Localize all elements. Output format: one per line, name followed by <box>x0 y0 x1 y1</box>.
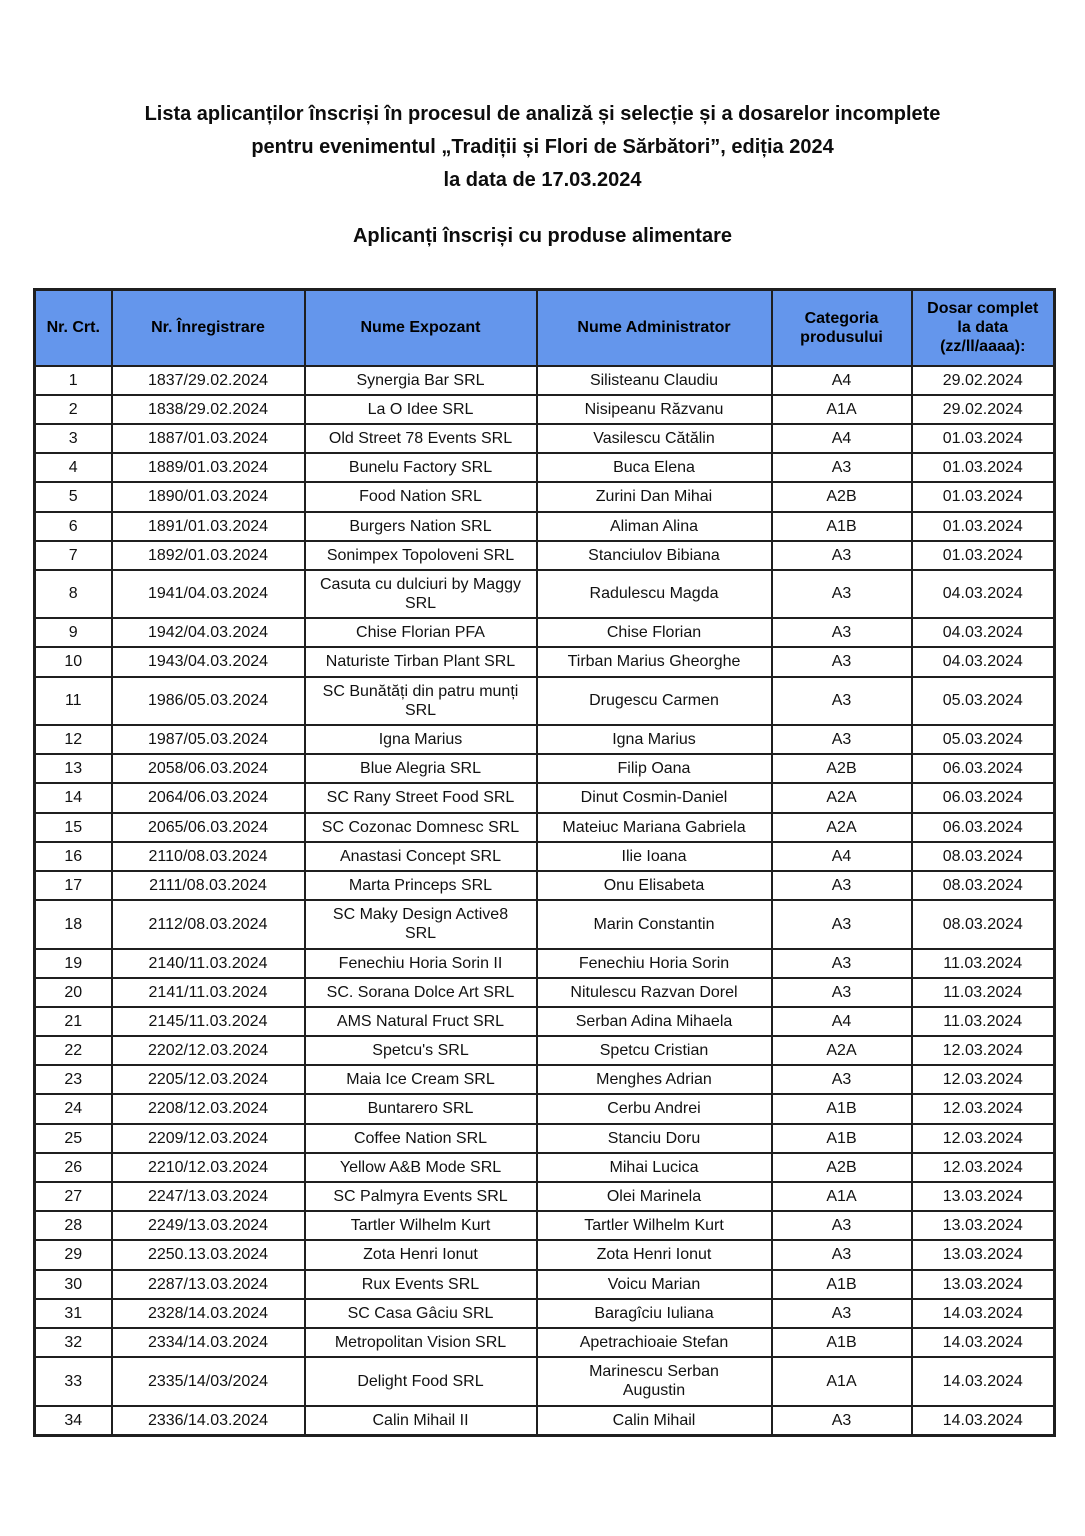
table-cell: 9 <box>35 618 112 647</box>
table-cell: A3 <box>772 541 912 570</box>
table-cell: Mateiuc Mariana Gabriela <box>537 813 772 842</box>
header-nr-inregistrare: Nr. Înregistrare <box>112 290 305 366</box>
table-cell: 19 <box>35 949 112 978</box>
table-cell: 2058/06.03.2024 <box>112 754 305 783</box>
section-subtitle: Aplicanți înscriși cu produse alimentare <box>352 225 732 247</box>
table-cell: 12.03.2024 <box>912 1036 1055 1065</box>
table-cell: A3 <box>772 618 912 647</box>
table-cell: 14 <box>35 783 112 812</box>
table-cell: A2A <box>772 813 912 842</box>
table-row <box>35 453 1055 482</box>
table-row <box>35 1357 1055 1405</box>
table-cell: 11.03.2024 <box>912 949 1055 978</box>
table-row <box>35 900 1055 948</box>
table-cell: 2140/11.03.2024 <box>112 949 305 978</box>
table-cell: 2112/08.03.2024 <box>112 900 305 948</box>
table-cell: Sonimpex Topoloveni SRL <box>305 541 537 570</box>
table-cell: Maia Ice Cream SRL <box>305 1065 537 1094</box>
table-cell: A3 <box>772 949 912 978</box>
table-cell: Naturiste Tirban Plant SRL <box>305 647 537 676</box>
table-cell: Silisteanu Claudiu <box>537 366 772 395</box>
table-cell: Tirban Marius Gheorghe <box>537 647 772 676</box>
table-cell: 1986/05.03.2024 <box>112 677 305 725</box>
table-cell: 2249/13.03.2024 <box>112 1211 305 1240</box>
table-row <box>35 541 1055 570</box>
table-cell: 12.03.2024 <box>912 1124 1055 1153</box>
table-cell: 1 <box>35 366 112 395</box>
page-title <box>63 98 1023 197</box>
table-header <box>35 290 1055 366</box>
table-cell: Mihai Lucica <box>537 1153 772 1182</box>
table-cell: Stanciulov Bibiana <box>537 541 772 570</box>
table-cell: A1B <box>772 1328 912 1357</box>
table-row <box>35 424 1055 453</box>
table-cell: 14.03.2024 <box>912 1357 1055 1405</box>
table-cell: A3 <box>772 1240 912 1269</box>
table-cell: Voicu Marian <box>537 1270 772 1299</box>
table-cell: Food Nation SRL <box>305 482 537 511</box>
table-row <box>35 1036 1055 1065</box>
table-cell: Olei Marinela <box>537 1182 772 1211</box>
table-cell: Spetcu's SRL <box>305 1036 537 1065</box>
table-cell: Stanciu Doru <box>537 1124 772 1153</box>
table-cell: 2 <box>35 395 112 424</box>
table-cell: 05.03.2024 <box>912 725 1055 754</box>
table-row <box>35 1406 1055 1436</box>
table-row <box>35 1182 1055 1211</box>
table-cell: A4 <box>772 842 912 871</box>
table-cell: 2328/14.03.2024 <box>112 1299 305 1328</box>
table-cell: 10 <box>35 647 112 676</box>
table-cell: 1837/29.02.2024 <box>112 366 305 395</box>
table-cell: 06.03.2024 <box>912 813 1055 842</box>
table-cell: Synergia Bar SRL <box>305 366 537 395</box>
table-cell: Serban Adina Mihaela <box>537 1007 772 1036</box>
table-row <box>35 813 1055 842</box>
table-row <box>35 783 1055 812</box>
table-cell: 22 <box>35 1036 112 1065</box>
table-row <box>35 1270 1055 1299</box>
table-cell: Zurini Dan Mihai <box>537 482 772 511</box>
table-cell: A2A <box>772 1036 912 1065</box>
table-cell: 11 <box>35 677 112 725</box>
table-cell: 14.03.2024 <box>912 1406 1055 1436</box>
table-cell: 24 <box>35 1094 112 1123</box>
table-cell: 28 <box>35 1211 112 1240</box>
table-cell: 2208/12.03.2024 <box>112 1094 305 1123</box>
table-cell: 3 <box>35 424 112 453</box>
table-cell: 29.02.2024 <box>912 366 1055 395</box>
table-cell: Chise Florian PFA <box>305 618 537 647</box>
table-cell: Yellow A&B Mode SRL <box>305 1153 537 1182</box>
table-cell: 01.03.2024 <box>912 541 1055 570</box>
table-row <box>35 1240 1055 1269</box>
table-cell: 7 <box>35 541 112 570</box>
table-cell: 1891/01.03.2024 <box>112 512 305 541</box>
table-cell: A3 <box>772 1406 912 1436</box>
table-cell: 06.03.2024 <box>912 783 1055 812</box>
table-cell: 8 <box>35 570 112 618</box>
table-cell: Baragîciu Iuliana <box>537 1299 772 1328</box>
table-cell: 06.03.2024 <box>912 754 1055 783</box>
table-row <box>35 1065 1055 1094</box>
table-cell: 13.03.2024 <box>912 1240 1055 1269</box>
table-row <box>35 1299 1055 1328</box>
table-cell: A2B <box>772 754 912 783</box>
table-cell: 5 <box>35 482 112 511</box>
table-cell: 04.03.2024 <box>912 647 1055 676</box>
table-cell: 31 <box>35 1299 112 1328</box>
table-cell: A1A <box>772 395 912 424</box>
table-cell: 25 <box>35 1124 112 1153</box>
table-cell: 1892/01.03.2024 <box>112 541 305 570</box>
table-cell: Anastasi Concept SRL <box>305 842 537 871</box>
table-cell: 01.03.2024 <box>912 424 1055 453</box>
table-cell: A2B <box>772 1153 912 1182</box>
table-cell: A1A <box>772 1357 912 1405</box>
page-title-line-2: pentru evenimentul „Tradiții și Flori de Sărbători”, ediția 2024 <box>251 136 834 158</box>
table-cell: 1943/04.03.2024 <box>112 647 305 676</box>
table-cell: 2202/12.03.2024 <box>112 1036 305 1065</box>
table-cell: Zota Henri Ionut <box>305 1240 537 1269</box>
table-cell: SC Palmyra Events SRL <box>305 1182 537 1211</box>
header-nr-crt: Nr. Crt. <box>35 290 112 366</box>
table-cell: 01.03.2024 <box>912 482 1055 511</box>
table-cell: A3 <box>772 900 912 948</box>
table-row <box>35 1211 1055 1240</box>
table-row <box>35 570 1055 618</box>
table-cell: 2334/14.03.2024 <box>112 1328 305 1357</box>
table-cell: 2205/12.03.2024 <box>112 1065 305 1094</box>
table-cell: 2141/11.03.2024 <box>112 978 305 1007</box>
page-title-line-3: la data de 17.03.2024 <box>443 169 642 191</box>
table-cell: A3 <box>772 453 912 482</box>
table-cell: A2B <box>772 482 912 511</box>
table-cell: La O Idee SRL <box>305 395 537 424</box>
table-row <box>35 1124 1055 1153</box>
table-cell: 20 <box>35 978 112 1007</box>
table-cell: 05.03.2024 <box>912 677 1055 725</box>
table-cell: 2145/11.03.2024 <box>112 1007 305 1036</box>
table-cell: Marinescu Serban Augustin <box>537 1357 772 1405</box>
table-row <box>35 978 1055 1007</box>
table-cell: A3 <box>772 1211 912 1240</box>
table-cell: 17 <box>35 871 112 900</box>
table-cell: Fenechiu Horia Sorin <box>537 949 772 978</box>
table-cell: Chise Florian <box>537 618 772 647</box>
table-cell: 29 <box>35 1240 112 1269</box>
table-cell: 01.03.2024 <box>912 512 1055 541</box>
table-cell: 14.03.2024 <box>912 1328 1055 1357</box>
table-cell: A3 <box>772 570 912 618</box>
table-cell: 13 <box>35 754 112 783</box>
table-cell: A1B <box>772 1270 912 1299</box>
table-cell: Cerbu Andrei <box>537 1094 772 1123</box>
table-row <box>35 1153 1055 1182</box>
table-row <box>35 366 1055 395</box>
table-cell: SC Bunătăți din patru munți SRL <box>305 677 537 725</box>
table-cell: 08.03.2024 <box>912 871 1055 900</box>
table-cell: Burgers Nation SRL <box>305 512 537 541</box>
table-cell: 2111/08.03.2024 <box>112 871 305 900</box>
table-cell: 23 <box>35 1065 112 1094</box>
table-cell: 1890/01.03.2024 <box>112 482 305 511</box>
table-cell: 27 <box>35 1182 112 1211</box>
table-cell: SC Maky Design Active8 SRL <box>305 900 537 948</box>
table-cell: 04.03.2024 <box>912 618 1055 647</box>
table-cell: Aliman Alina <box>537 512 772 541</box>
table-cell: 11.03.2024 <box>912 978 1055 1007</box>
table-cell: A4 <box>772 366 912 395</box>
table-cell: Delight Food SRL <box>305 1357 537 1405</box>
table-body <box>35 366 1055 1436</box>
table-cell: A3 <box>772 1065 912 1094</box>
table-row <box>35 754 1055 783</box>
table-cell: 1942/04.03.2024 <box>112 618 305 647</box>
table-cell: SC Casa Gâciu SRL <box>305 1299 537 1328</box>
table-cell: Fenechiu Horia Sorin II <box>305 949 537 978</box>
table-cell: 30 <box>35 1270 112 1299</box>
table-cell: Apetrachioaie Stefan <box>537 1328 772 1357</box>
table-cell: 08.03.2024 <box>912 900 1055 948</box>
table-cell: SC Cozonac Domnesc SRL <box>305 813 537 842</box>
table-cell: Nisipeanu Răzvanu <box>537 395 772 424</box>
header-categoria-produsului: Categoria produsului <box>772 290 912 366</box>
table-cell: A3 <box>772 725 912 754</box>
table-cell: 11.03.2024 <box>912 1007 1055 1036</box>
table-cell: 1887/01.03.2024 <box>112 424 305 453</box>
table-cell: Calin Mihail II <box>305 1406 537 1436</box>
table-cell: 13.03.2024 <box>912 1270 1055 1299</box>
table-cell: A3 <box>772 1299 912 1328</box>
table-cell: A2A <box>772 783 912 812</box>
table-cell: Tartler Wilhelm Kurt <box>305 1211 537 1240</box>
table-cell: 2335/14/03/2024 <box>112 1357 305 1405</box>
table-cell: A3 <box>772 978 912 1007</box>
table-cell: SC Rany Street Food SRL <box>305 783 537 812</box>
table-cell: 15 <box>35 813 112 842</box>
table-row <box>35 647 1055 676</box>
table-cell: 13.03.2024 <box>912 1211 1055 1240</box>
table-row <box>35 677 1055 725</box>
table-cell: A1B <box>772 512 912 541</box>
table-cell: 2247/13.03.2024 <box>112 1182 305 1211</box>
table-cell: 1987/05.03.2024 <box>112 725 305 754</box>
table-cell: A1B <box>772 1124 912 1153</box>
page-title-line-1: Lista aplicanților înscriși în procesul de analiză și selecție și a dosarelor incomplete <box>144 103 941 125</box>
table-cell: A1B <box>772 1094 912 1123</box>
table-cell: 2110/08.03.2024 <box>112 842 305 871</box>
table-cell: 1941/04.03.2024 <box>112 570 305 618</box>
table-cell: 2065/06.03.2024 <box>112 813 305 842</box>
table-cell: Igna Marius <box>537 725 772 754</box>
table-row <box>35 871 1055 900</box>
table-row <box>35 842 1055 871</box>
table-row <box>35 618 1055 647</box>
table-cell: Metropolitan Vision SRL <box>305 1328 537 1357</box>
table-cell: Marin Constantin <box>537 900 772 948</box>
applicants-table <box>33 288 1056 1437</box>
table-cell: 4 <box>35 453 112 482</box>
table-cell: A4 <box>772 1007 912 1036</box>
table-cell: 21 <box>35 1007 112 1036</box>
table-cell: Menghes Adrian <box>537 1065 772 1094</box>
header-nume-expozant: Nume Expozant <box>305 290 537 366</box>
table-cell: 12.03.2024 <box>912 1094 1055 1123</box>
table-cell: A3 <box>772 677 912 725</box>
table-row <box>35 512 1055 541</box>
table-cell: Casuta cu dulciuri by Maggy SRL <box>305 570 537 618</box>
table-row <box>35 1007 1055 1036</box>
table-cell: Bunelu Factory SRL <box>305 453 537 482</box>
table-cell: Spetcu Cristian <box>537 1036 772 1065</box>
table-cell: 12 <box>35 725 112 754</box>
table-cell: 33 <box>35 1357 112 1405</box>
table-cell: Rux Events SRL <box>305 1270 537 1299</box>
table-cell: A3 <box>772 647 912 676</box>
table-cell: 1889/01.03.2024 <box>112 453 305 482</box>
table-cell: 2209/12.03.2024 <box>112 1124 305 1153</box>
table-cell: 1838/29.02.2024 <box>112 395 305 424</box>
table-row <box>35 1094 1055 1123</box>
table-cell: Zota Henri Ionut <box>537 1240 772 1269</box>
table-row <box>35 482 1055 511</box>
table-cell: SC. Sorana Dolce Art SRL <box>305 978 537 1007</box>
table-cell: 6 <box>35 512 112 541</box>
table-cell: Buca Elena <box>537 453 772 482</box>
table-cell: Onu Elisabeta <box>537 871 772 900</box>
table-cell: 34 <box>35 1406 112 1436</box>
table-header-row <box>35 290 1055 366</box>
table-cell: 12.03.2024 <box>912 1153 1055 1182</box>
table-cell: A3 <box>772 871 912 900</box>
table-cell: Radulescu Magda <box>537 570 772 618</box>
table-cell: A1A <box>772 1182 912 1211</box>
table-cell: 14.03.2024 <box>912 1299 1055 1328</box>
table-cell: 18 <box>35 900 112 948</box>
table-cell: Drugescu Carmen <box>537 677 772 725</box>
table-cell: 2250.13.03.2024 <box>112 1240 305 1269</box>
table-cell: Dinut Cosmin-Daniel <box>537 783 772 812</box>
table-cell: 2064/06.03.2024 <box>112 783 305 812</box>
table-cell: 16 <box>35 842 112 871</box>
table-cell: 08.03.2024 <box>912 842 1055 871</box>
table-row <box>35 395 1055 424</box>
table-cell: Old Street 78 Events SRL <box>305 424 537 453</box>
table-cell: 29.02.2024 <box>912 395 1055 424</box>
table-cell: 2287/13.03.2024 <box>112 1270 305 1299</box>
table-cell: Tartler Wilhelm Kurt <box>537 1211 772 1240</box>
table-cell: 2210/12.03.2024 <box>112 1153 305 1182</box>
table-row <box>35 1328 1055 1357</box>
header-nume-administrator: Nume Administrator <box>537 290 772 366</box>
table-row <box>35 725 1055 754</box>
table-cell: 01.03.2024 <box>912 453 1055 482</box>
table-cell: 26 <box>35 1153 112 1182</box>
table-cell: Ilie Ioana <box>537 842 772 871</box>
table-cell: 12.03.2024 <box>912 1065 1055 1094</box>
header-dosar-complet: Dosar complet la data (zz/ll/aaaa): <box>912 290 1055 366</box>
table-cell: Calin Mihail <box>537 1406 772 1436</box>
table-cell: Filip Oana <box>537 754 772 783</box>
table-cell: AMS Natural Fruct SRL <box>305 1007 537 1036</box>
table-cell: Buntarero SRL <box>305 1094 537 1123</box>
table-cell: A4 <box>772 424 912 453</box>
table-cell: Marta Princeps SRL <box>305 871 537 900</box>
table-cell: Blue Alegria SRL <box>305 754 537 783</box>
table-cell: 04.03.2024 <box>912 570 1055 618</box>
table-row <box>35 949 1055 978</box>
table-cell: 32 <box>35 1328 112 1357</box>
table-cell: 2336/14.03.2024 <box>112 1406 305 1436</box>
table-cell: Igna Marius <box>305 725 537 754</box>
table-cell: Coffee Nation SRL <box>305 1124 537 1153</box>
table-cell: Nitulescu Razvan Dorel <box>537 978 772 1007</box>
table-cell: Vasilescu Cătălin <box>537 424 772 453</box>
table-cell: 13.03.2024 <box>912 1182 1055 1211</box>
